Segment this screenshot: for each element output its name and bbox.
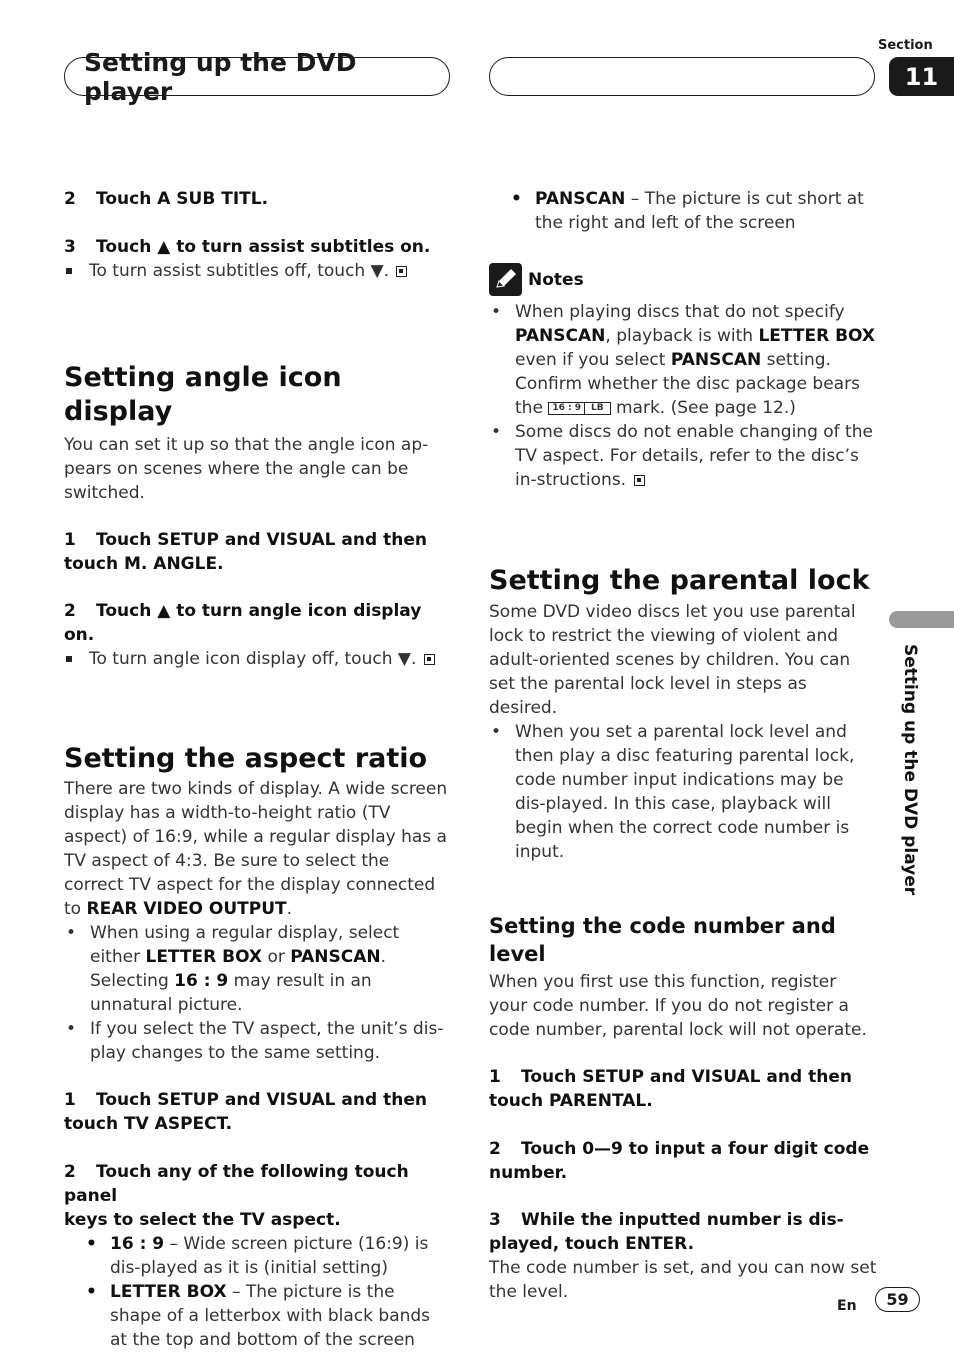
section-number: 11 xyxy=(889,57,954,96)
assist-subtitles-off-note: To turn assist subtitles off, touch ▼. xyxy=(64,259,450,283)
step-angle-setup: 1 Touch SETUP and VISUAL and then touch M. ANGLE. xyxy=(64,530,427,574)
angle-intro: You can set it up so that the angle icon ap-pears on scenes where the angle can be switched. xyxy=(64,435,429,503)
step-sub-title: 2 Touch A SUB TITL. xyxy=(64,189,269,209)
step-enter: 3 While the inputted number is dis- played, touch ENTER. xyxy=(489,1210,844,1254)
end-mark-icon xyxy=(396,266,407,277)
note-tv-aspect: • Some discs do not enable changing of the TV aspect. For details, refer to the disc’s in-structions. xyxy=(491,422,873,490)
step-assist-subtitles: 3 Touch ▲ to turn assist subtitles on. xyxy=(64,237,431,257)
end-mark-icon xyxy=(634,475,645,486)
parental-intro: Some DVD video discs let you use parental lock to restrict the viewing of violent and adult-oriented scenes by children. You can set the parental lock level in steps as desired. xyxy=(489,602,856,718)
section-label: Section xyxy=(878,38,933,53)
heading-aspect-ratio: Setting the aspect ratio xyxy=(64,743,428,774)
page-title: Setting up the DVD player xyxy=(64,57,450,96)
step-angle-on: 2 Touch ▲ to turn angle icon display on. xyxy=(64,601,422,645)
end-mark-icon xyxy=(424,654,435,665)
left-column xyxy=(64,187,450,1352)
aspect-option-letter-box: • LETTER BOX – The picture is the shape of a letterbox with black bands at the top and bottom of the screen xyxy=(86,1282,431,1350)
aspect-bullet-regular: • When using a regular display, select either LETTER BOX or PANSCAN. Selecting 16 : 9 may result in an unnatural picture. xyxy=(66,923,400,1015)
parental-bullet: • When you set a parental lock level and then play a disc featuring parental lock, code number input indications may be dis-played. In this case, playback will begin when the correct code number is input. xyxy=(491,722,855,862)
note-panscan: • When playing discs that do not specify PANSCAN, playback is with LETTER BOX even if you select PANSCAN setting. Confirm whether the disc package bears the 16 : 9 LB mark. (See page 12.) xyxy=(491,302,876,418)
heading-code-number: Setting the code number and level xyxy=(489,914,836,966)
page-number: 59 xyxy=(875,1287,920,1312)
step-aspect-select: 2 Touch any of the following touch panel keys to select the TV aspect. xyxy=(64,1162,409,1230)
notes-header: Notes xyxy=(489,263,877,296)
step-parental-setup: 1 Touch SETUP and VISUAL and then touch PARENTAL. xyxy=(489,1067,852,1111)
side-tab xyxy=(889,611,954,628)
right-column xyxy=(489,187,877,1304)
step-aspect-setup: 1 Touch SETUP and VISUAL and then touch TV ASPECT. xyxy=(64,1090,427,1134)
step-code-input: 2 Touch 0—9 to input a four digit code number. xyxy=(489,1139,870,1183)
square-bullet-icon xyxy=(66,268,72,274)
aspect-option-16-9: • 16 : 9 – Wide screen picture (16:9) is dis-played as it is (initial setting) xyxy=(86,1234,429,1278)
heading-angle-icon-display: Setting angle icon display xyxy=(64,362,342,427)
aspect-mark-badge: 16 : 9 LB xyxy=(548,402,610,415)
heading-parental-lock: Setting the parental lock xyxy=(489,565,870,596)
code-intro: When you first use this function, register your code number. If you do not register a code number, parental lock will not operate. xyxy=(489,972,867,1040)
side-tab-label: Setting up the DVD player xyxy=(900,644,920,896)
enter-result: The code number is set, and you can now set the level. xyxy=(489,1258,877,1302)
language-label: En xyxy=(837,1298,857,1314)
angle-off-note: To turn angle icon display off, touch ▼. xyxy=(64,647,450,671)
aspect-intro: There are two kinds of display. A wide screen display has a width-to-height ratio (TV aspect) of 16:9, while a regular display has a TV aspect of 4:3. Be sure to select the correct TV aspect for the display connected to REAR VIDEO OUTPUT. xyxy=(64,779,448,919)
square-bullet-icon xyxy=(66,656,72,662)
aspect-bullet-unit: • If you select the TV aspect, the unit’s dis-play changes to the same setting. xyxy=(66,1019,444,1063)
notes-pencil-icon xyxy=(489,263,522,296)
header-empty-pill xyxy=(489,57,875,96)
aspect-option-panscan: • PANSCAN – The picture is cut short at the right and left of the screen xyxy=(511,189,864,233)
